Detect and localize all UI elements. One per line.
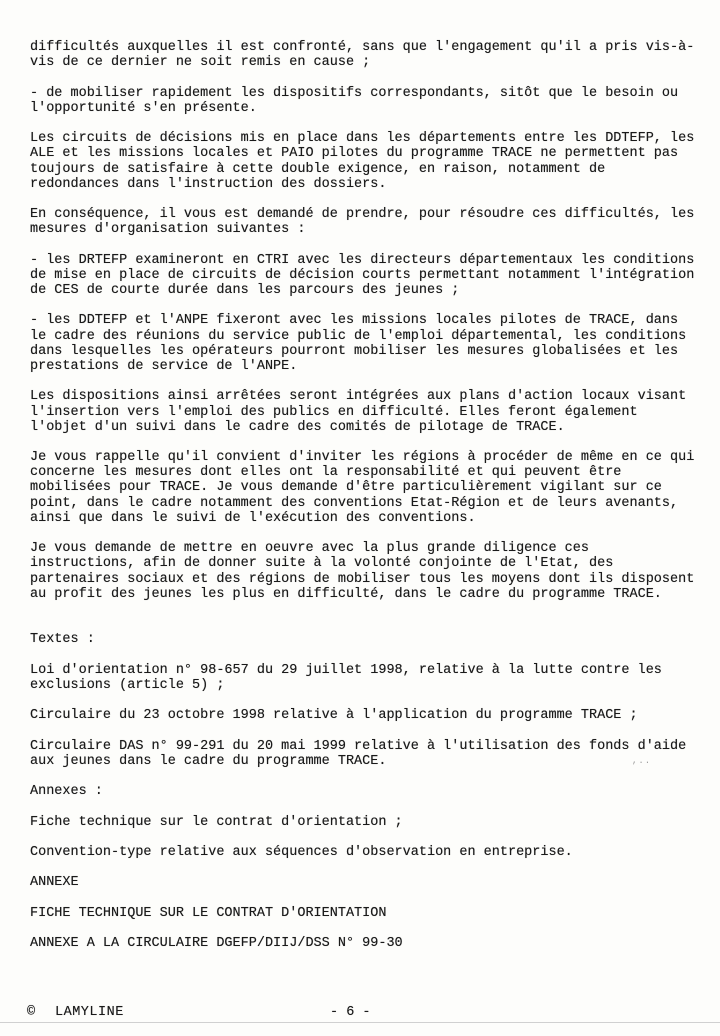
heading-annexe: [30, 875, 720, 890]
ref-circulaire-das: [30, 739, 720, 769]
text-line: l'opportunité s'en présente.: [30, 100, 257, 116]
scan-noise-speck: ,..: [632, 756, 652, 766]
text-line: Les circuits de décisions mis en place dans les départements entre les DDTEFP, les: [30, 131, 695, 147]
text-line: mesures d'organisation suivantes :: [30, 222, 306, 238]
text-line: Circulaire du 23 octobre 1998 relative à l'application du programme TRACE ;: [30, 708, 638, 724]
text-line: ANNEXE A LA CIRCULAIRE DGEFP/DIIJ/DSS N° 99-30: [30, 936, 403, 952]
text-line: En conséquence, il vous est demandé de prendre, pour résoudre ces difficultés, les: [30, 207, 695, 223]
text-line: ANNEXE: [30, 875, 79, 891]
text-line: de mise en place de circuits de décision courts permettant notamment l'intégration: [30, 267, 695, 283]
para-rappel-regions: [30, 450, 720, 526]
text-line: - les DDTEFP et l'ANPE fixeront avec les missions locales pilotes de TRACE, dans: [30, 313, 679, 329]
heading-fiche-contrat-orientation: [30, 906, 720, 921]
page-footer: [0, 1005, 720, 1023]
text-line: l'insertion vers l'emploi des publics en difficulté. Elles feront également: [30, 404, 638, 420]
para-mise-en-oeuvre: [30, 541, 720, 602]
text-line: Circulaire DAS n° 99-291 du 20 mai 1999 relative à l'utilisation des fonds d'aide: [30, 738, 687, 754]
text-line: Convention-type relative aux séquences d'observation en entreprise.: [30, 844, 573, 860]
text-line: partenaires sociaux et des régions de mobiliser tous les moyens dont ils disposent: [30, 571, 695, 587]
text-line: au profit des jeunes les plus en difficulté, dans le cadre du programme TRACE.: [30, 586, 662, 602]
text-line: ALE et les missions locales et PAIO pilotes du programme TRACE ne permettent pas: [30, 146, 679, 162]
text-line: toujours de satisfaire à cette double exigence, en raison, notamment de: [30, 161, 606, 177]
text-line: le cadre des réunions du service public de l'emploi départemental, les conditions: [30, 328, 687, 344]
page-number: - 6 -: [330, 1005, 371, 1020]
text-line: difficultés auxquelles il est confronté, sans que l'engagement qu'il a pris vis-à-: [30, 40, 695, 55]
para-en-consequence: [30, 207, 720, 237]
text-line: de CES de courte durée dans les parcours des jeunes ;: [30, 283, 460, 298]
para-bullet-drtefp: [30, 253, 720, 299]
para-bullet-ddtefp-anpe: [30, 313, 720, 374]
annexe-convention-type: [30, 845, 720, 860]
text-line: Les dispositions ainsi arrêtées seront intégrées aux plans d'action locaux visant: [30, 389, 687, 405]
text-line: exclusions (article 5) ;: [30, 677, 225, 693]
text-line: dans lesquelles les opérateurs pourront mobiliser les mesures globalisées et les: [30, 343, 679, 359]
text-line: point, dans le cadre notamment des conventions Etat-Région et de leurs avenants,: [30, 495, 679, 511]
ref-loi-orientation: [30, 663, 720, 693]
ref-circulaire-octobre-1998: [30, 708, 720, 723]
para-circuits-decisions: [30, 131, 720, 192]
text-line: FICHE TECHNIQUE SUR LE CONTRAT D'ORIENTATION: [30, 905, 387, 921]
text-line: instructions, afin de donner suite à la volonté conjointe de l'Etat, des: [30, 556, 614, 572]
copyright-symbol: ©: [27, 1005, 36, 1020]
text-line: Loi d'orientation n° 98-657 du 29 juillet 1998, relative à la lutte contre les: [30, 662, 662, 678]
text-line: Textes :: [30, 632, 95, 648]
text-line: ainsi que dans le suivi de l'exécution des conventions.: [30, 510, 476, 526]
text-line: prestations de service de l'ANPE.: [30, 358, 298, 374]
publisher-name: LAMYLINE: [55, 1005, 124, 1020]
text-line: Fiche technique sur le contrat d'orientation ;: [30, 814, 403, 830]
document-body: [30, 40, 720, 951]
text-line: Je vous demande de mettre en oeuvre avec la plus grande diligence ces: [30, 541, 589, 557]
heading-annexes: [30, 784, 720, 799]
text-line: - de mobiliser rapidement les dispositifs correspondants, sitôt que le besoin ou: [30, 85, 679, 101]
para-dispositions-arretees: [30, 389, 720, 435]
annexe-fiche-technique: [30, 815, 720, 830]
text-line: redondances dans l'instruction des dossiers.: [30, 176, 387, 192]
text-line: - les DRTEFP examineront en CTRI avec les directeurs départementaux les conditions: [30, 252, 695, 268]
text-line: mobilisées pour TRACE. Je vous demande d'être particulièrement vigilant sur ce: [30, 480, 662, 496]
text-line: concerne les mesures dont elles ont la responsabilité et qui peuvent être: [30, 465, 622, 481]
text-line: aux jeunes dans le cadre du programme TRACE.: [30, 753, 387, 769]
text-line: vis de ce dernier ne soit remis en cause ;: [30, 55, 371, 71]
text-line: l'objet d'un suivi dans le cadre des comités de pilotage de TRACE.: [30, 419, 565, 435]
para-intro-continuation: [30, 40, 720, 70]
text-line: Je vous rappelle qu'il convient d'inviter les régions à procéder de même en ce qui: [30, 450, 695, 466]
para-bullet-mobiliser: [30, 86, 720, 116]
text-line: Annexes :: [30, 784, 103, 800]
heading-annexe-circulaire: [30, 936, 720, 951]
heading-textes: [30, 632, 720, 647]
